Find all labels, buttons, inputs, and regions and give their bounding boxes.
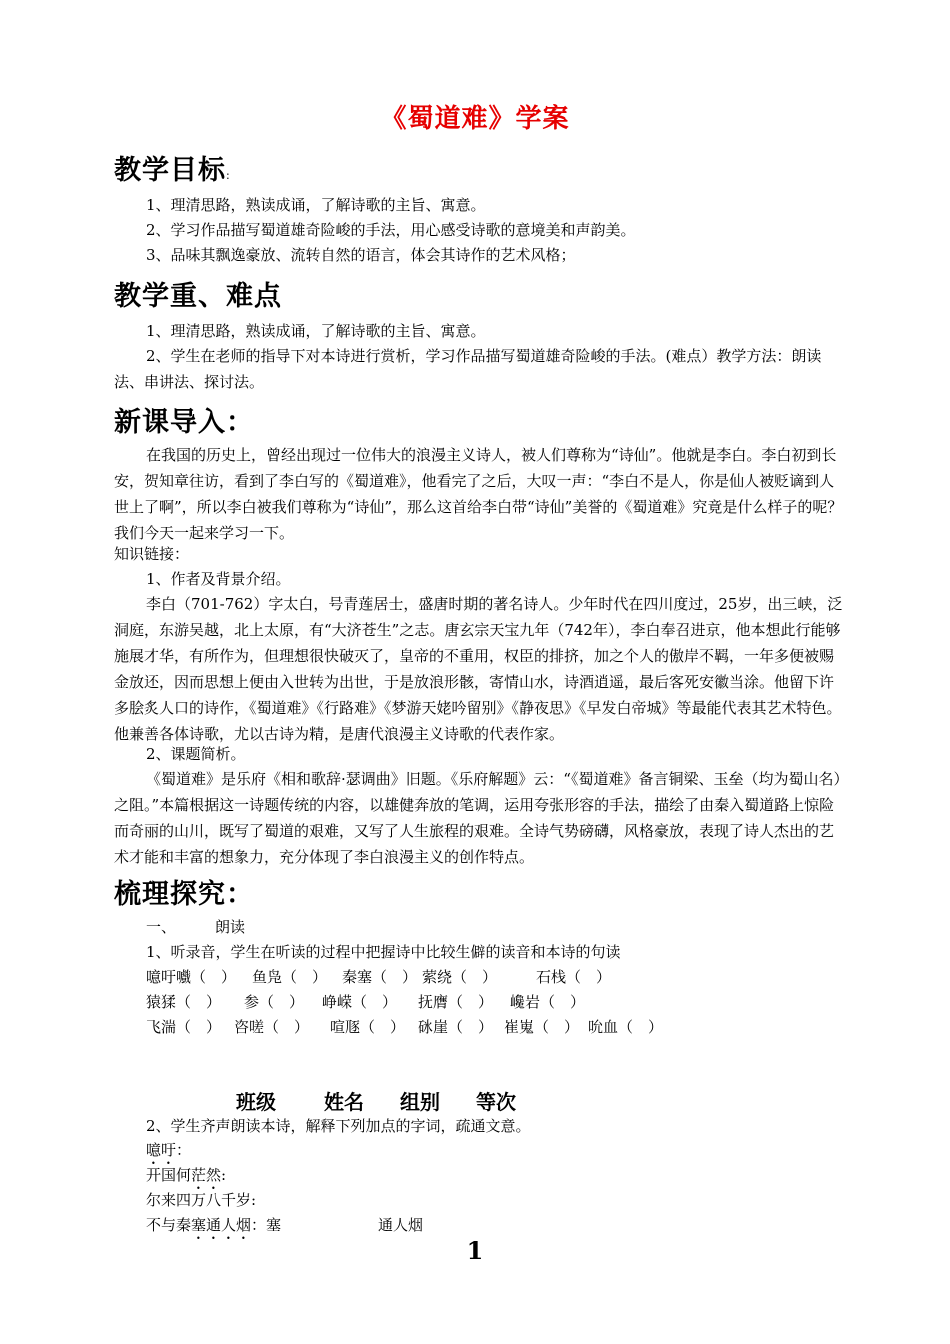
- word-item-4: 不与秦塞通人烟：塞: [146, 1216, 282, 1234]
- grade-label: 等次: [476, 1090, 516, 1114]
- word-item-2: 开国何茫然:: [146, 1166, 227, 1184]
- pronunciation-item: 峥嵘（ ）: [322, 993, 398, 1011]
- goal-item: 2、学习作品描写蜀道雄奇险峻的手法，用心感受诗歌的意境美和声韵美。: [146, 221, 636, 239]
- pronunciation-row-2: [146, 989, 585, 1015]
- sub-section-label: 朗读: [215, 918, 246, 936]
- word-item-4b: 通人烟: [378, 1216, 424, 1234]
- topic-paragraph: 《蜀道难》是乐府《相和歌辞·瑟调曲》旧题。《乐府解题》云：“《蜀道难》备言铜梁、玉垒（均为蜀山名）之阻。”本篇根据这一诗题传统的内容，以雄健奔放的笔调，运用夸张形容的手法，描绘了由秦入蜀道路上惊险而奇丽的山川，既写了蜀道的艰难，又写了人生旅程的艰难。全诗气势磅礴，风格豪放，表现了诗人杰出的艺术才能和丰富的想象力，充分体现了李白浪漫主义的创作特点。: [114, 770, 841, 866]
- pronunciation-row-1: [146, 964, 611, 990]
- explore-heading: 梳理探究：: [114, 879, 254, 910]
- student-info-row: [236, 1086, 546, 1115]
- goal-item: 1、理清思路，熟读成诵，了解诗歌的主旨、寓意。: [146, 196, 486, 214]
- pronunciation-item: 猿猱（ ）: [146, 993, 222, 1011]
- pronunciation-item: 抚膺（ ）: [418, 993, 494, 1011]
- background-paragraph: 李白（701-762）字太白，号青莲居士，盛唐时期的著名诗人。少年时代在四川度过，25岁，出三峡，泛洞庭，东游吴越，北上太原，有“大济苍生”之志。唐玄宗天宝九年（742年），李白奉召进京，他本想此行能够施展才华，有所作为，但理想很快破灭了，皇帝的不重用，权臣的排挤，加之个人的傲岸不羁，一年多便被赐金放还，因而思想上便由入世转为出世，于是放浪形骸，寄情山水，诗酒逍遥，最后客死安徽当涂。他留下许多脍炙人口的诗作，《蜀道难》《行路难》《梦游天姥吟留别》《静夜思》《早发白帝城》等最能代表其艺术特色。他兼善各体诗歌，尤以古诗为精，是唐代浪漫主义诗歌的代表作家。: [114, 595, 843, 743]
- goal-item: 3、品味其飘逸豪放、流转自然的语言，体会其诗作的艺术风格；: [146, 246, 576, 264]
- task-2: 2、学生齐声朗读本诗，解释下列加点的字词，疏通文意。: [146, 1117, 531, 1135]
- pronunciation-item: 噫吁嚱（ ）: [146, 968, 237, 986]
- pronunciation-item: 喧豗（ ）: [330, 1018, 406, 1036]
- class-label: 班级: [236, 1090, 276, 1114]
- word-item-3: 尔来四万八千岁:: [146, 1191, 257, 1209]
- topic-title: 2、课题简析。: [146, 745, 246, 763]
- key-item: 1、理清思路，熟读成诵，了解诗歌的主旨、寓意。: [146, 322, 486, 340]
- page-title: 《蜀道难》学案: [380, 104, 570, 134]
- intro-paragraph: 在我国的历史上，曾经出现过一位伟大的浪漫主义诗人，被人们尊称为“诗仙”。他就是李白。李白初到长安，贺知章往访，看到了李白写的《蜀道难》，他看完了之后，大叹一声：“李白不是人，你是仙人被贬谪到人世上了啊”，所以李白被我们尊称为“诗仙”，那么这首给李白带“诗仙”美誉的《蜀道难》究竟是什么样子的呢？我们今天一起来学习一下。: [114, 446, 843, 542]
- pronunciation-item: 吮血（ ）: [588, 1018, 664, 1036]
- sub-section-number: 一、: [146, 918, 177, 936]
- dotted-word: 塞通人烟: [191, 1216, 252, 1234]
- group-label: 组别: [400, 1090, 440, 1114]
- background-title: 1、作者及背景介绍。: [146, 570, 291, 588]
- pronunciation-item: 飞湍（ ）: [146, 1018, 222, 1036]
- key-item: 2、学生在老师的指导下对本诗进行赏析，学习作品描写蜀道雄奇险峻的手法。(难点）教学方法：朗读法、串讲法、探讨法。: [114, 347, 822, 391]
- word-item-1: 噫吁：: [146, 1141, 192, 1159]
- page-number: 1: [466, 1236, 484, 1265]
- pronunciation-row-3: [146, 1014, 663, 1040]
- pronunciation-item: 萦绕（ ）: [422, 968, 498, 986]
- key-points-heading: 教学重、难点: [114, 281, 282, 312]
- pronunciation-item: 巉岩（ ）: [510, 993, 586, 1011]
- pronunciation-item: 咨嗟（ ）: [234, 1018, 310, 1036]
- knowledge-link-label: 知识链接：: [114, 545, 190, 563]
- pronunciation-item: 鱼凫（ ）: [252, 968, 328, 986]
- task-1: 1、听录音，学生在听读的过程中把握诗中比较生僻的读音和本诗的句读: [146, 943, 621, 961]
- dotted-word: 茫然: [191, 1166, 222, 1184]
- pronunciation-item: 崔嵬（ ）: [504, 1018, 580, 1036]
- name-label: 姓名: [324, 1090, 364, 1114]
- pronunciation-item: 参（ ）: [244, 993, 305, 1011]
- dotted-word: 噫吁: [146, 1141, 177, 1159]
- intro-heading: 新课导入：: [114, 407, 254, 438]
- pronunciation-item: 砯崖（ ）: [418, 1018, 494, 1036]
- goals-heading: 教学目标:: [114, 155, 231, 186]
- pronunciation-item: 石栈（ ）: [536, 968, 612, 986]
- pronunciation-item: 秦塞（ ）: [342, 968, 418, 986]
